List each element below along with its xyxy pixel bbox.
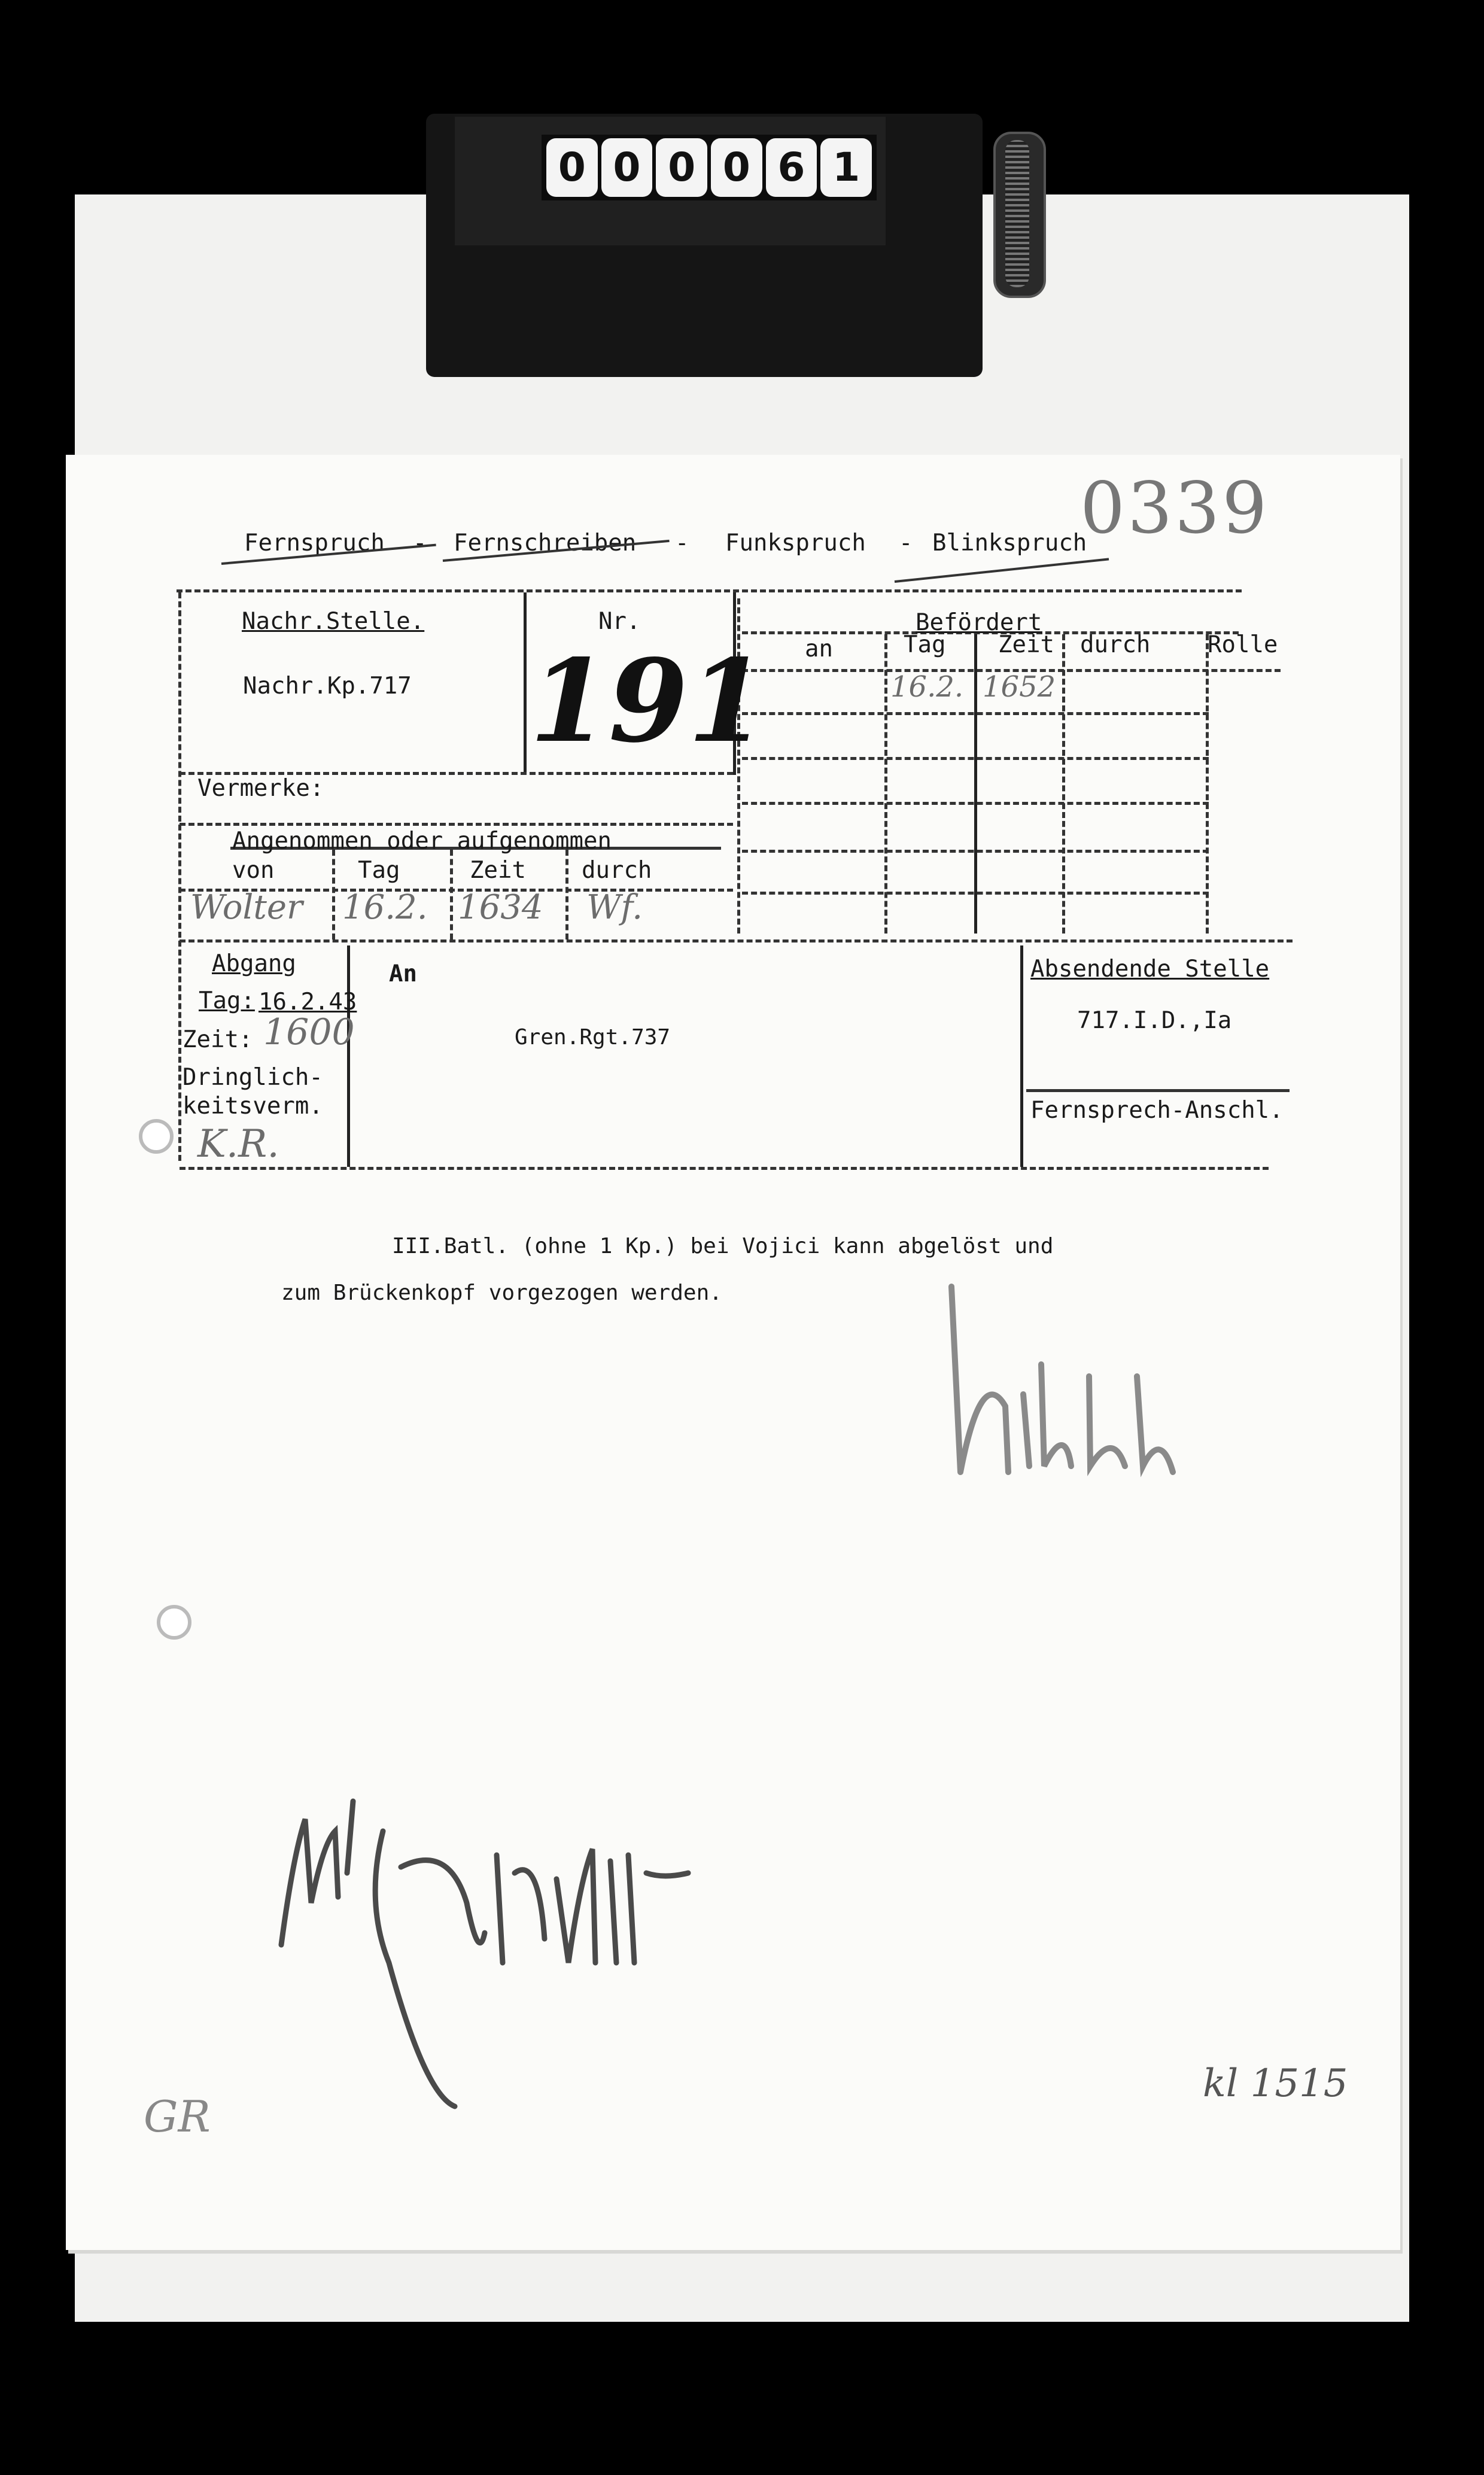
- zeit-value: 1600: [263, 1011, 355, 1053]
- form-border-bottom: [180, 1167, 1269, 1170]
- an-label: An: [389, 960, 417, 987]
- nachr-stelle-value: Nachr.Kp.717: [243, 673, 412, 700]
- befoerdert-col-tag: Tag: [904, 631, 946, 658]
- vermerke-label: Vermerke:: [197, 775, 324, 802]
- handwritten-signature: [933, 1275, 1191, 1490]
- angenommen-von-value: Wolter: [190, 888, 303, 927]
- befoerdert-col: [1206, 634, 1209, 934]
- angenommen-rule: [180, 823, 733, 826]
- punch-hole: [157, 1605, 191, 1640]
- befoerdert-col-rolle: Rolle: [1208, 631, 1278, 658]
- header-blinkspruch: Blinkspruch: [932, 530, 1087, 557]
- header-fernschreiben: Fernschreiben: [454, 530, 637, 557]
- tag-value: 16.2.43: [259, 989, 357, 1015]
- counter-digit: 1: [820, 138, 872, 197]
- angenommen-col-tag: Tag: [358, 857, 400, 884]
- nachr-stelle-label: Nachr.Stelle.: [242, 608, 425, 635]
- annotation-bottom-right: kl 1515: [1203, 2062, 1348, 2106]
- counter-digit: 0: [711, 138, 762, 197]
- nr-label: Nr.: [598, 608, 641, 635]
- annotation-bottom-left: GR: [144, 2091, 211, 2142]
- dringlich-label-line1: Dringlich-: [183, 1064, 323, 1091]
- abgang-label: Abgang: [212, 950, 296, 977]
- message-line-2: zum Brückenkopf vorgezogen werden.: [281, 1281, 722, 1305]
- angenommen-durch-value: Wf.: [586, 888, 643, 927]
- zeit-label: Zeit:: [183, 1026, 253, 1053]
- header-separator: -: [413, 530, 427, 557]
- dringlich-value: K.R.: [197, 1122, 279, 1166]
- header-funkspruch: Funkspruch: [725, 530, 866, 557]
- dringlich-label-line2: keitsverm.: [183, 1093, 323, 1120]
- abgang-col: [347, 945, 350, 1167]
- form-border-left: [178, 592, 181, 1161]
- counter-digit: 0: [546, 138, 598, 197]
- angenommen-col-durch: durch: [582, 857, 652, 884]
- befoerdert-col-zeit: Zeit: [998, 631, 1054, 658]
- angenommen-col: [332, 850, 335, 939]
- punch-hole: [139, 1119, 174, 1154]
- absendende-col: [1020, 945, 1023, 1167]
- befoerdert-zeit-value: 1652: [983, 670, 1056, 704]
- angenommen-col: [450, 850, 453, 939]
- angenommen-col-von: von: [232, 857, 275, 884]
- absendende-label: Absendende Stelle: [1030, 956, 1270, 983]
- angenommen-tag-value: 16.2.: [342, 888, 428, 927]
- fernsprech-label: Fernsprech-Anschl.: [1030, 1097, 1284, 1124]
- form-border-top: [177, 589, 1242, 592]
- counter-digit: 0: [656, 138, 707, 197]
- form-divider: [180, 939, 1293, 942]
- befoerdert-tag-value: 16.2.: [890, 670, 964, 704]
- befoerdert-col-durch: durch: [1080, 631, 1151, 658]
- page-stamp-number: 0339: [1080, 467, 1270, 549]
- tag-label: Tag:: [199, 987, 255, 1014]
- angenommen-zeit-value: 1634: [458, 888, 543, 927]
- counter-digit: 0: [601, 138, 653, 197]
- angenommen-col: [565, 850, 568, 939]
- angenommen-col-zeit: Zeit: [470, 857, 526, 884]
- befoerdert-col: [974, 634, 977, 934]
- befoerdert-col: [1062, 634, 1065, 934]
- counter-display: [542, 135, 877, 200]
- an-value: Gren.Rgt.737: [515, 1025, 671, 1050]
- nr-box-left: [524, 592, 527, 772]
- counter-digit: 6: [766, 138, 817, 197]
- absendende-value: 717.I.D.,Ia: [1077, 1007, 1232, 1034]
- befoerdert-label: Befördert: [916, 609, 1042, 636]
- message-line-1: III.Batl. (ohne 1 Kp.) bei Vojici kann abgelöst und: [392, 1234, 1054, 1258]
- nr-value: 191: [530, 634, 767, 768]
- header-separator: -: [899, 530, 913, 557]
- befoerdert-col: [884, 634, 887, 934]
- angenommen-label: Angenommen oder aufgenommen: [232, 828, 612, 855]
- header-separator: -: [675, 530, 689, 557]
- befoerdert-col-an: an: [805, 636, 833, 662]
- handwritten-signature: [269, 1783, 724, 2118]
- counter-knob: [993, 132, 1046, 298]
- absendende-rule: [1026, 1089, 1290, 1092]
- header-fernspruch: Fernspruch: [244, 530, 385, 557]
